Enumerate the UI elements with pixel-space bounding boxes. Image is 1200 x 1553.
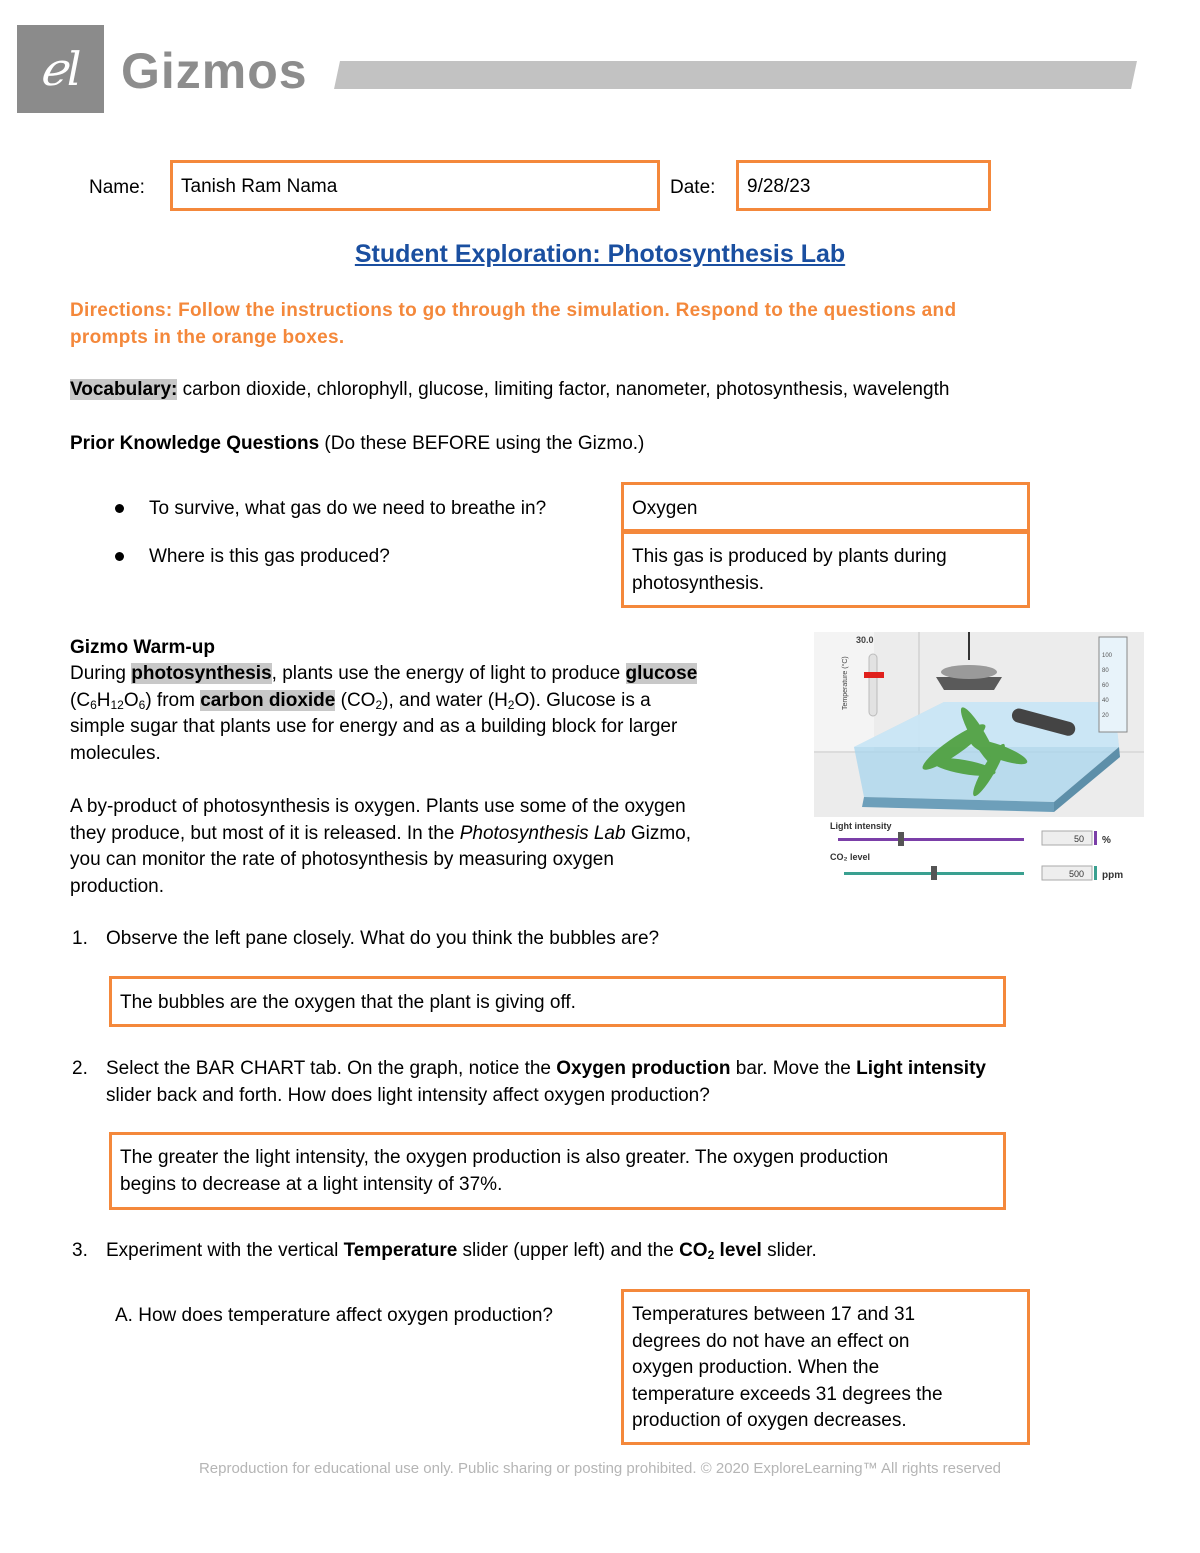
cylinder-tick: 80 xyxy=(1102,668,1109,674)
prior-answer-1-box[interactable] xyxy=(621,482,1030,532)
warmup-paragraph-1: During photosynthesis, plants use the energy of light to produce glucose $(C_6H_{12}O_6)$ from carbon dioxide $(CO_2)$, and water $(H_2O)$. Glucose is a simple sugar that plants use for energy and as a building block for larger molecules. xyxy=(70,663,698,764)
answer-3a-box[interactable] xyxy=(621,1289,1030,1445)
co2-level-unit: ppm xyxy=(1102,870,1124,881)
page-title: Student Exploration: Photosynthesis Lab xyxy=(354,240,846,268)
answer-3a: Temperatures between 17 and 31 degrees do not have an effect on oxygen production. When the temperature exceeds 31 degrees the production of oxygen decreases. xyxy=(632,1304,943,1431)
light-intensity-slider-handle xyxy=(898,832,904,846)
question-2: Select the BAR CHART tab. On the graph, notice the Oxygen production bar. Move the Light intensity slider back and forth. How does light intensity affect oxygen production? xyxy=(106,1058,986,1106)
light-intensity-label: Light intensity xyxy=(830,821,892,831)
co2-level-input xyxy=(1042,866,1092,880)
co2-level-label: CO₂ level xyxy=(830,852,871,862)
co2-level-slider-handle xyxy=(931,866,937,880)
warmup-heading: Gizmo Warm-up xyxy=(70,637,215,658)
directions-line-1: Directions: Follow the instructions to go through the simulation. Respond to the questions and xyxy=(70,300,957,321)
cylinder-tick: 100 xyxy=(1102,653,1113,659)
light-intensity-input xyxy=(1042,831,1092,845)
bullet-icon xyxy=(115,552,124,561)
question-2-number: 2. xyxy=(72,1058,88,1079)
temperature-slider-handle xyxy=(864,672,884,678)
date-label: Date: xyxy=(670,177,716,198)
prior-question-1: To survive, what gas do we need to breathe in? xyxy=(149,498,547,519)
cylinder-tick: 20 xyxy=(1102,713,1109,719)
light-intensity-track xyxy=(838,838,1024,841)
question-3: Experiment with the vertical Temperature slider (upper left) and the $CO_2$ level slider. xyxy=(106,1240,817,1262)
vocabulary-label: Vocabulary: xyxy=(70,379,178,400)
bullet-icon xyxy=(115,504,124,513)
explorelearning-logo: ℯl xyxy=(17,25,104,113)
question-3-number: 3. xyxy=(72,1240,88,1261)
cylinder-tick: 40 xyxy=(1102,698,1109,704)
name-label: Name: xyxy=(89,177,145,198)
prior-answer-2-box[interactable] xyxy=(621,531,1030,608)
date-value: 9/28/23 xyxy=(747,176,811,197)
prior-knowledge-heading: Prior Knowledge Questions (Do these BEFORE using the Gizmo.) xyxy=(70,433,645,454)
footer: Reproduction for educational use only. Public sharing or posting prohibited. © 2020 ExploreLearning™ All rights reserved xyxy=(198,1460,1002,1477)
question-1: Observe the left pane closely. What do you think the bubbles are? xyxy=(106,928,660,949)
answer-1-box[interactable] xyxy=(109,976,1006,1027)
co2-level-value: 500 xyxy=(1068,869,1084,879)
prior-question-2: Where is this gas produced? xyxy=(149,546,390,567)
date-field[interactable] xyxy=(736,160,991,211)
temperature-axis-label: Temperature (°C) xyxy=(842,656,849,710)
name-value: Tanish Ram Nama xyxy=(181,176,338,197)
gizmo-simulation-image xyxy=(814,632,1144,887)
question-1-number: 1. xyxy=(72,928,88,949)
prior-answer-1: Oxygen xyxy=(632,498,698,519)
light-intensity-unit: % xyxy=(1102,835,1111,846)
gizmos-brand: Gizmos xyxy=(121,43,308,99)
answer-2-box[interactable] xyxy=(109,1132,1006,1210)
warmup-paragraph-2: A by-product of photosynthesis is oxygen. Plants use some of the oxygen they produce, but most of it is released. In the Photosynthesis Lab Gizmo, you can monitor the rate of photosynthesis by measuring oxygen production. xyxy=(70,796,692,897)
answer-2: The greater the light intensity, the oxygen production is also greater. The oxygen production begins to decrease at a light intensity of 37%. xyxy=(120,1147,889,1195)
temperature-readout: 30.0 xyxy=(856,635,874,645)
answer-1: The bubbles are the oxygen that the plant is giving off. xyxy=(120,992,576,1013)
vocabulary-terms: carbon dioxide, chlorophyll, glucose, limiting factor, nanometer, photosynthesis, wavelength xyxy=(177,379,950,400)
vocabulary-line xyxy=(70,377,949,404)
question-3a: A. How does temperature affect oxygen production? xyxy=(115,1305,553,1326)
light-intensity-value: 50 xyxy=(1073,834,1084,844)
name-field[interactable] xyxy=(170,160,660,211)
directions-line-2: prompts in the orange boxes. xyxy=(70,327,345,348)
cylinder-tick: 60 xyxy=(1102,683,1109,689)
header-bar xyxy=(334,61,1137,89)
prior-answer-2: This gas is produced by plants during photosynthesis. xyxy=(632,546,947,594)
